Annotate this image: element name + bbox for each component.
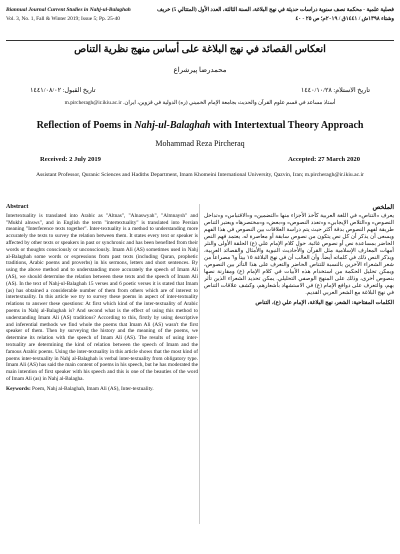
english-author: Mohammad Reza Pircheraq (155, 139, 245, 148)
english-affiliation: Assistant Professor, Quranic Sciences and Hadiths Department, Imam Khomeini International University, Qazvin, Iran; m.pircheragh@ir.ikiu.ac.ir (36, 172, 364, 178)
english-accepted-date: Accepted: 27 March 2020 (288, 156, 360, 163)
arabic-abstract-text: يعرف «التناص» في اللغة العربية كأخذ الأجزاء منها «التضمين» و«الاقتباس» و«تداخل النصوص» و«التلاص الإيجابي» و«تعدد النصوص» و«بعض» و«مختصرها» ويعتبر التناص طريقة لفهم النصوص بدقة أكثر حيث يتم دراسة العلاقات بين النصوص في هذا الفهم ويسعى أن يذكر أن كل نص يتكون من نصوص سابقة أو معاصرة له. يعتمد فهم النص الحاضر بمساعدة نص أو نصوص غائبة. حول كلام الإمام علي (ع) الحلقة الأولى والنثر أمهات المعارف الإسلامية مثل القرآن والأحاديث النبوية والأمثال والقصائد العربية، ويذكر النص ذلك في كلماته أيضاً. وأن الغالب أن في نهج البلاغة ١٥ بيتاً و٦ مصراعاً من شعر الشعراء الآخرين بالنسبة للتناص الحاضر والتعرف على هذا التأثر بين النصوص، ويمكن تحليل الحكمة من استخدام هذه الأبيات في كلام الإمام (ع) ومقارنة نصها بنصوص أخرى، وذلك على المنهج الوصفي التحليلي. يمكن تحديد الشعراء الذين تأثر بهم، والتعرف على دوافع الإمام (ع) في الاستشهاد بأشعارهم، وكشف علاقات التناص في نهج البلاغة مع الشعر العربي القديم. (204, 213, 394, 296)
journal-title-ar: فصلية علمية - محكمة نصف سنوية دراسات حديثة في نهج البلاغة، السنة الثالثة، العدد الأول (المتتالي 5) خريف (156, 7, 394, 13)
english-abstract-column (6, 204, 198, 524)
arabic-keywords-text: الشعر، نهج البلاغة، الإمام علي (ع)، التناص (255, 300, 351, 306)
english-keywords-label: Keywords: (6, 385, 31, 392)
english-title (10, 120, 390, 131)
arabic-author: محمدرضا پیرشراع (173, 66, 227, 74)
english-abstract-text: Intertextuality is translated into Arabic as "Altnas", "Alnaswyah", "Almnaysh" and "Mukhl alnsws", and in English the term "intertextuality" is translated into Persian meaning "Interference texts together". Inter-textuality is a method to understanding more accurately the texts to survey the relation between them. It states every text or speaker is affected by other texts or speakers in past or synchronic and has been benefited from their words or thoughts consciously or unconsciously. Imam Ali (AS) sometimes used in Nahj al-Balaghah some words or expressions from past texts (including Quran, prophetic traditions, Arabic poems and proverbs) in his sermons, letters and short sentences. By using the above method and to understanding more accurately the speech of Imam Ali (AS), we should determine the relation between these texts and the speech of Imam Ali (AS). In the text of Nahj-ul-Balaghah 15 verses and 6 poetic verses it is stated that Imam (as) has obtained a considerable number of them from others which are of interest to intertextuality. In this article we try to survey these poems in aspect of inter-textuality relations to answer these questions: At first which kind of the inter-textuality of Arabic poems in Nahj al-Balaghah is? And second what is the effect of using this method to understanding Imam Ali (AS) traditions? According to this, firstly by using descriptive and inferential methods we find whole the poems that Imam Ali (AS) wasn't the first speaker of them. Then by surveying the history and the meaning of the poems, we determine its relation with the speech of Imam Ali (AS). The results of using inter-textuality are determining the kind of relation between the speech of Imam and the famous Arabic poems. Using the inter-textuality in this article shows that the most kind of poems inter-textuality in Nahj al-Balaghah is verbal inter-textuality from obligatory type. Imam Ali (AS) has said the main content of poems in his speech, but he has moderated the main intention of first speaker with his speech and this is one of the beauties of the word of Imam Ali (as) in Nahj al-Balagha. (6, 212, 198, 382)
arabic-received-date: تاريخ الاستلام: ١٤٤٠/١٠/٢٨ (300, 87, 370, 94)
english-keywords-text: Poem, Nahj al-Balaghah, Imam Ali (AS), Inter-textuality. (30, 385, 154, 392)
column-separator (199, 204, 200, 524)
arabic-abstract-column (204, 204, 394, 524)
english-title-italic: Nahj-ul-Balaghah (134, 120, 211, 131)
page-header (6, 6, 394, 42)
arabic-keywords (204, 300, 394, 307)
english-title-prefix: Reflection of Poems in (36, 120, 135, 131)
issue-info-en: Vol. 3, No. 1, Fall & Winter 2019; Issue 5; Pp. 25-40 (6, 16, 120, 22)
arabic-affiliation: أستاذ مساعد في قسم علوم القرآن والحديث بجامعة الإمام الخميني (ره) الدولية في قزوين، ايران. m.pircheragh@ir.ikiu.ac.ir (64, 100, 336, 106)
arabic-keywords-label: الكلمات المفتاحية: (351, 300, 394, 306)
english-title-suffix: with Intertextual Theory Approach (210, 120, 364, 131)
issue-info-ar: وشتاء ١٣٩٨ش / ١٤٤١ق / ٢٠١٩م؛ ص ٢٥ - ٤٠ (295, 16, 394, 22)
arabic-title: انعكاس القصائد في نهج البلاغة على أساس منهج نظرية التناص (74, 44, 326, 55)
arabic-abstract-heading: الملخص (372, 204, 394, 211)
header-rule (6, 40, 394, 41)
header-en (6, 6, 131, 24)
arabic-accepted-date: تاريخ القبول: ١٤٤١/٠٨/٠٢ (30, 87, 96, 94)
header-ar (157, 6, 394, 24)
english-received-date: Received: 2 July 2019 (40, 156, 101, 163)
journal-title-en: Biannual Journal Current Studies in Nahj-ul-Balaghah (6, 7, 131, 13)
arabic-dates (30, 86, 370, 98)
english-abstract-heading: Abstract (6, 204, 29, 210)
english-keywords (6, 386, 198, 393)
